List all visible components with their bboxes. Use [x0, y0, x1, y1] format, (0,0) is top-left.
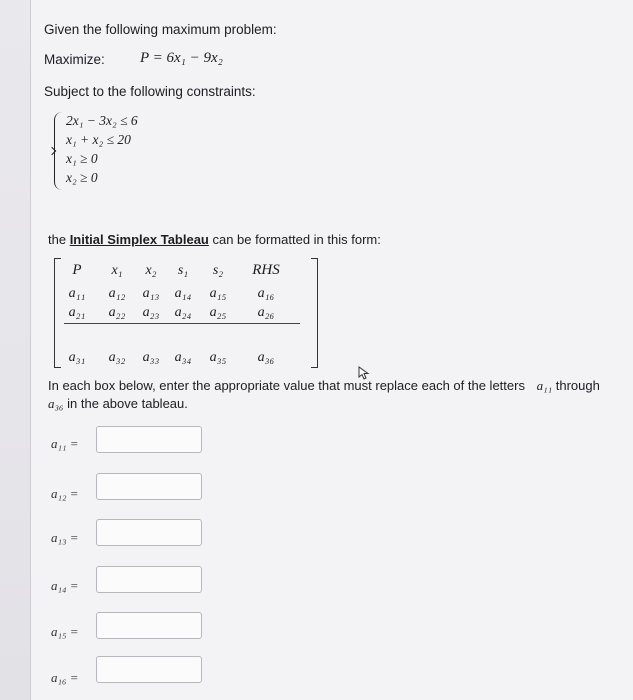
- header-s2: s₂: [212, 263, 224, 278]
- intro-text: Given the following maximum problem:: [44, 22, 277, 37]
- tableau-divider: [64, 323, 300, 324]
- instructions-line-2: a₃₆ in the above tableau.: [48, 396, 188, 411]
- subject-label: Subject to the following constraints:: [44, 84, 256, 99]
- instructions-line-1: In each box below, enter the appropriate value that must replace each of the letters a₁₁ through: [48, 378, 600, 393]
- answer-input-a16[interactable]: [96, 656, 202, 683]
- answer-input-a11[interactable]: [96, 426, 202, 453]
- tableau-intro: the Initial Simplex Tableau can be formatted in this form:: [48, 232, 381, 247]
- answer-input-a13[interactable]: [96, 519, 202, 546]
- cell-a31: a₃₁: [68, 350, 86, 365]
- answer-label-a16: a₁₆ =: [51, 670, 79, 685]
- maximize-label: Maximize:: [44, 52, 105, 67]
- cell-a15: a₁₅: [209, 286, 227, 301]
- header-x1: x₁: [111, 263, 123, 278]
- cell-a24: a₂₄: [174, 305, 192, 320]
- cell-a32: a₃₂: [108, 350, 126, 365]
- cell-a23: a₂₃: [142, 305, 160, 320]
- matrix-left-bracket: [54, 258, 61, 368]
- cell-a13: a₁₃: [142, 286, 160, 301]
- cell-a11: a₁₁: [68, 286, 86, 301]
- constraint-brace: [54, 112, 65, 190]
- answer-input-a12[interactable]: [96, 473, 202, 500]
- cell-a35: a₃₅: [209, 350, 227, 365]
- answer-label-a11: a₁₁ =: [51, 436, 79, 451]
- cell-a21: a₂₁: [68, 305, 86, 320]
- header-p: P: [72, 262, 82, 278]
- answer-label-a14: a₁₄ =: [51, 578, 79, 593]
- answer-label-a12: a₁₂ =: [51, 486, 79, 501]
- constraint-3: x₁ ≥ 0: [66, 151, 98, 166]
- cell-a16: a₁₆: [257, 286, 275, 301]
- cell-a14: a₁₄: [174, 286, 192, 301]
- answer-label-a15: a₁₅ =: [51, 624, 79, 639]
- matrix-right-bracket: [311, 258, 318, 368]
- initial-simplex-tableau-link: Initial Simplex Tableau: [69, 232, 209, 247]
- cell-a26: a₂₆: [257, 305, 275, 320]
- cell-a34: a₃₄: [174, 350, 192, 365]
- answer-input-a14[interactable]: [96, 566, 202, 593]
- answer-label-a13: a₁₃ =: [51, 530, 79, 545]
- constraint-2: x₁ + x₂ ≤ 20: [66, 132, 131, 147]
- header-s1: s₁: [177, 263, 189, 278]
- cell-a25: a₂₅: [209, 305, 227, 320]
- constraint-4: x₂ ≥ 0: [66, 170, 98, 185]
- answer-input-a15[interactable]: [96, 612, 202, 639]
- constraint-1: 2x₁ − 3x₂ ≤ 6: [66, 113, 138, 128]
- cell-a36: a₃₆: [257, 350, 275, 365]
- cell-a33: a₃₃: [142, 350, 160, 365]
- objective-function: P = 6x₁ − 9x₂: [140, 50, 223, 66]
- header-rhs: RHS: [252, 262, 280, 278]
- cell-a22: a₂₂: [108, 305, 126, 320]
- header-x2: x₂: [145, 263, 157, 278]
- cell-a12: a₁₂: [108, 286, 126, 301]
